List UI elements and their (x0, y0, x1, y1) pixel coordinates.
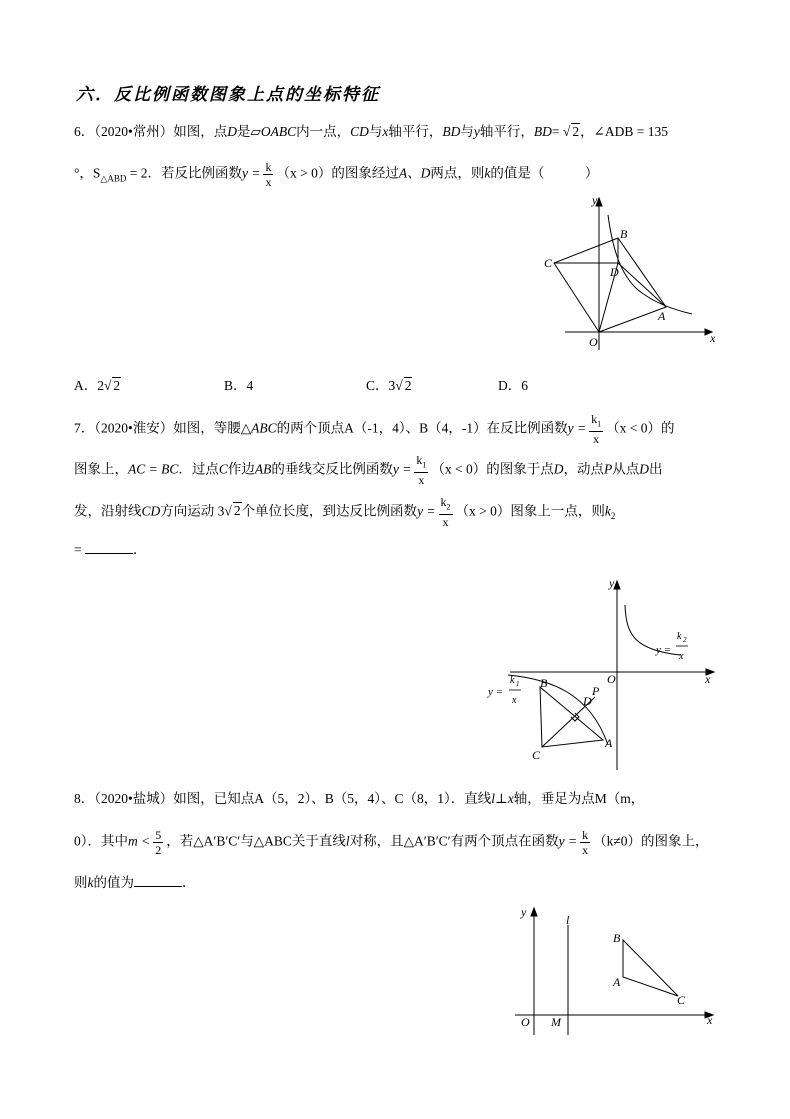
q8-text: 如图，已知点 (173, 791, 255, 806)
q7-line1 (74, 412, 674, 446)
frac-den: x (593, 432, 600, 447)
q7-text: 如图，等腰△ (173, 420, 252, 436)
q6-text: 轴平行， (388, 124, 443, 139)
label-l: l (566, 913, 570, 927)
q6-var: A、D (398, 165, 431, 181)
label-o: O (589, 335, 598, 349)
label-c: C (532, 748, 541, 762)
q6-sub: △ABD (100, 173, 127, 184)
q7-text: 的垂线交反比例函数 (271, 461, 393, 477)
q8-fraction-5-2 (153, 828, 163, 857)
label-y: y (592, 193, 598, 207)
q8-text: 则 (74, 875, 88, 890)
triangle-abc (623, 940, 678, 996)
q6-source: （2020•常州） (94, 124, 174, 139)
q8-figure (505, 900, 725, 1040)
label-f2-k: k (677, 631, 682, 642)
q7-line4 (74, 540, 147, 560)
q6-text: = (551, 124, 563, 139)
q8-var: m < (128, 833, 151, 849)
q8-text: M（m， (594, 791, 645, 806)
parallelogram-oabc (554, 238, 666, 332)
q7-var: AB (254, 461, 272, 477)
q8-text: 轴，垂足为点 (513, 791, 595, 806)
q7-line2 (74, 453, 663, 487)
choice-text: A．2 (74, 378, 104, 393)
frac-num: k (582, 828, 589, 842)
q7-var: P (604, 461, 613, 477)
q6-text: ，∠ADB = 135 (580, 124, 668, 139)
q7-text: A（-1，4）、 (344, 420, 420, 436)
label-f1-x: x (512, 695, 517, 706)
q6-var: x (382, 124, 389, 139)
q8-text: 对称，且△A′B′C′有两个顶点在函数 (349, 833, 559, 849)
q6-line2 (74, 160, 598, 189)
frac-num: k (265, 160, 272, 174)
k: k (416, 453, 423, 467)
label-f1-sub: 1 (516, 680, 520, 688)
q7-text: （x > 0）图象上一点，则 (455, 503, 605, 519)
q8-line2 (74, 828, 709, 857)
label-p: P (592, 684, 600, 698)
q7-text: = (74, 542, 85, 557)
q6-text: 是▱ (236, 124, 261, 139)
q7-text: ，动点 (563, 461, 604, 477)
k: k (591, 412, 598, 426)
q6-figure (540, 190, 730, 350)
q8-text: C（8，1） (394, 791, 451, 806)
q8-text: ．直线 (450, 791, 492, 806)
q6-choice-c[interactable]: C．3√ 2 (366, 378, 412, 393)
q7-var: CD (141, 503, 161, 519)
q7-text: 从点 (612, 461, 640, 477)
label-y: y (609, 576, 615, 590)
q8-text: 0）．其中 (74, 833, 128, 849)
label-a: A (605, 736, 613, 750)
frac-num (589, 412, 603, 432)
q7-text: （x < 0）的图象于点 (431, 461, 554, 477)
label-b: B (540, 676, 548, 690)
q7-text: 的两个顶点 (276, 420, 345, 436)
q7-text: B（4，-1） (419, 420, 487, 436)
q8-line1 (74, 789, 644, 809)
q6-text: 的值是（ ） (490, 165, 599, 181)
label-x: x (707, 1013, 713, 1027)
q7-var: AC = BC (128, 461, 179, 477)
q6-var: BD (442, 124, 461, 139)
q6-text: 与 (368, 124, 383, 139)
q7-var: k (604, 503, 611, 519)
q7-var: y = (392, 461, 412, 477)
q6-text: = 2．若反比例函数 (126, 165, 242, 181)
q7-var: D (639, 461, 649, 477)
q7-text: 图象上， (74, 461, 128, 477)
q7-var: ABC (251, 420, 277, 436)
q6-number: 6． (74, 124, 95, 139)
q7-fraction-k1b (414, 453, 428, 487)
q7-source: （2020•淮安） (94, 420, 174, 436)
q6-var: D (227, 124, 237, 139)
label-b: B (620, 227, 628, 241)
q8-text: ． (182, 875, 196, 890)
q8-text: 的值为 (93, 875, 134, 890)
q6-text: 与 (460, 124, 474, 139)
frac-den: x (418, 473, 425, 488)
q7-number: 7． (74, 420, 95, 436)
q6-text: 两点，则 (430, 165, 485, 181)
q6-var: y (473, 124, 480, 139)
q6-fraction (263, 160, 273, 189)
q7-var: D (553, 461, 564, 477)
q8-line3 (74, 873, 196, 893)
label-a: A (658, 309, 666, 323)
label-x: x (710, 331, 716, 345)
label-x: x (705, 672, 711, 686)
q6-text: °，S (74, 165, 101, 181)
frac-num: 5 (155, 828, 162, 842)
q6-var: OABC (260, 124, 297, 139)
label-m: M (551, 1015, 561, 1029)
q6-var: y = (241, 165, 261, 181)
frac-den: x (442, 515, 449, 530)
choice-text: C．3 (366, 378, 396, 393)
label-d: D (610, 265, 619, 279)
q6-var: BD (533, 124, 552, 139)
q8-var: k (87, 875, 94, 890)
label-b: B (613, 931, 621, 945)
label-f2-sub: 2 (683, 636, 687, 644)
q6-text: 内一点， (296, 124, 351, 139)
label-f1-k: k (510, 675, 515, 686)
q7-var: y = (417, 503, 436, 519)
label-f2-y: y = (656, 644, 672, 656)
q7-sqrt: 2 (233, 503, 241, 519)
q8-number: 8． (74, 791, 95, 806)
q8-var: y = (558, 833, 578, 849)
segment-da (618, 263, 666, 307)
q8-answer-blank[interactable] (134, 874, 182, 887)
q7-var: C (218, 461, 228, 477)
frac-den: 2 (155, 843, 162, 857)
q7-text: ． (133, 542, 147, 557)
q7-text: 方向运动 3 (160, 503, 225, 519)
label-c: C (677, 993, 686, 1007)
sub: 1 (422, 460, 427, 470)
choice-sqrt: 2 (113, 378, 121, 393)
q7-sub: 2 (610, 510, 616, 521)
y-arrow (614, 581, 620, 589)
label-y: y (521, 905, 527, 919)
q6-choice-a[interactable]: A．2√ 2 (74, 378, 121, 393)
frac-den: x (582, 843, 589, 857)
sub: 2 (446, 502, 451, 512)
section-title: 六．反比例函数图象上点的坐标特征 (76, 85, 380, 105)
q7-text: 在反比例函数 (486, 420, 568, 436)
label-d: D (583, 694, 592, 708)
q8-text: （k≠0）的图象上， (593, 833, 709, 849)
q8-var: l (345, 833, 350, 849)
q6-text: 如图，点 (173, 124, 228, 139)
label-f1-y: y = (488, 686, 504, 698)
q8-text: ，若△A′B′C′与△ABC关于直线 (166, 833, 346, 849)
label-f2-x: x (679, 651, 684, 662)
choice-sqrt: 2 (404, 378, 412, 393)
q7-answer-blank[interactable] (85, 541, 133, 554)
q8-source: （2020•盐城） (94, 791, 174, 806)
hyperbola-k2 (625, 605, 680, 655)
q6-var: k (484, 165, 491, 181)
q7-fraction-k2 (439, 495, 453, 529)
q7-fraction-k1 (589, 412, 603, 446)
frac-den: x (265, 175, 272, 189)
q7-text: ．过点 (178, 461, 219, 477)
frac-num (439, 495, 453, 515)
q8-fraction-k (580, 828, 590, 857)
q7-text: 发，沿射线 (74, 503, 142, 519)
k: k (440, 495, 447, 509)
q7-var: y = (567, 420, 587, 436)
frac-num (414, 453, 428, 473)
q7-text: 个单位长度，到达反比例函数 (241, 503, 418, 519)
q6-line1: 6．（2020•常州）如图，点D是▱OABC内一点，CD与x轴平行，BD与y轴平行，BD= √ 2，∠ADB = 135 (74, 124, 668, 139)
q8-text: B（5，4）、 (324, 791, 395, 806)
q7-text: （x < 0）的 (606, 420, 675, 436)
label-c: C (544, 256, 553, 270)
q7-text: 出 (649, 461, 663, 477)
q7-figure (480, 575, 720, 775)
label-o: O (521, 1015, 530, 1029)
label-a: A (613, 975, 621, 989)
q6-choice-b[interactable]: B．4 (224, 378, 254, 393)
q6-var: CD (350, 124, 369, 139)
q8-text: A（5，2）、 (254, 791, 325, 806)
sub: 1 (597, 419, 602, 429)
q7-line3: 发，沿射线CD方向运动 3√ 2个单位长度，到达反比例函数y = $\frac{k_2}{x}$ （x > 0）图象上一点，则$k_2$ (74, 495, 616, 530)
q6-choice-d[interactable]: D．6 (498, 378, 528, 393)
q6-text: （x > 0）的图象经过 (276, 165, 399, 181)
y-arrow (531, 908, 537, 916)
label-o: O (607, 672, 616, 686)
q6-text: 轴平行， (479, 124, 534, 139)
q7-text: 作边 (227, 461, 255, 477)
q6-sqrt: 2 (572, 124, 580, 139)
q8-var: l⊥x (491, 791, 514, 806)
